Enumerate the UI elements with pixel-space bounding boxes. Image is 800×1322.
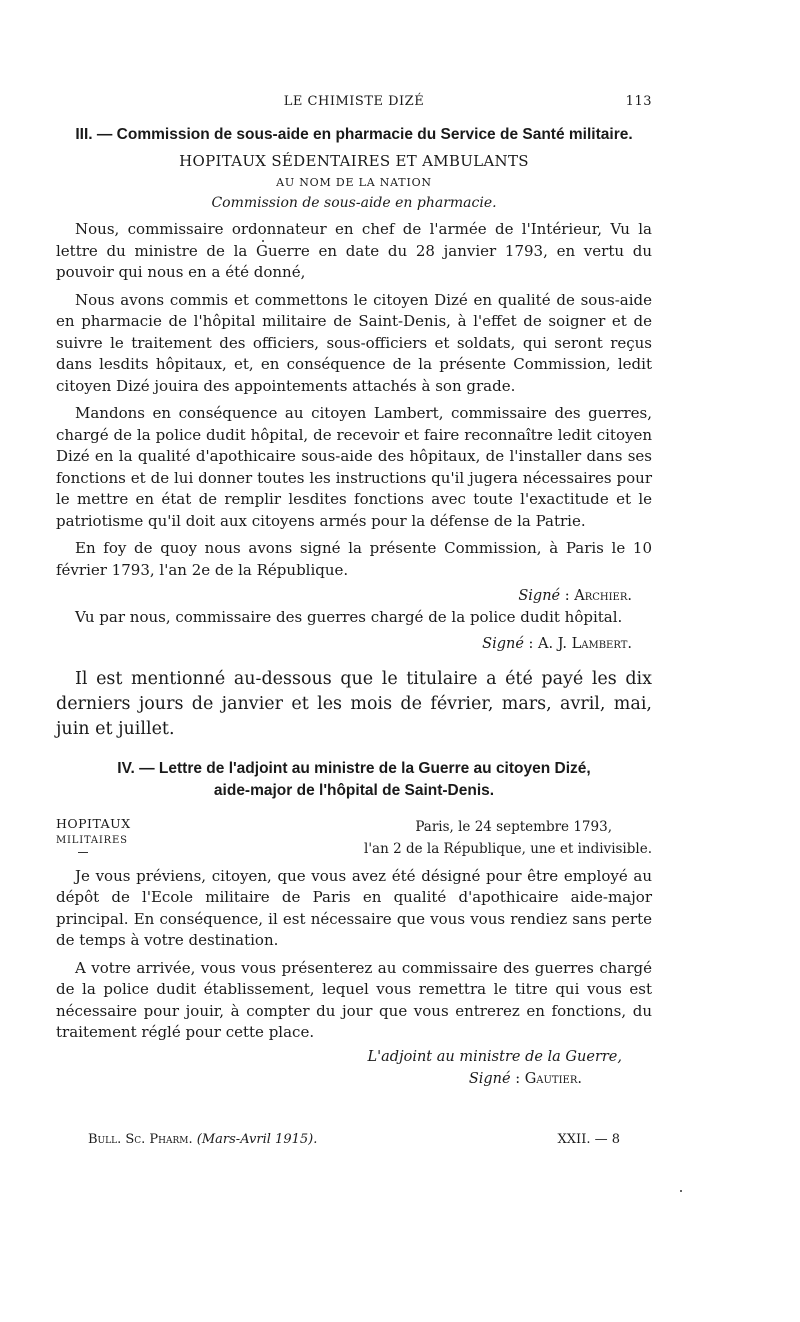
nation-line: AU NOM DE LA NATION [276, 176, 432, 189]
closing-text: L'adjoint au ministre de la Guerre, [367, 1048, 622, 1065]
signature-name: : A. J. Lambert. [528, 635, 632, 652]
journal-name: Bull. Sc. Pharm. [88, 1132, 193, 1147]
section-4-heading-line: aide-major de l'hôpital de Saint-Denis. [213, 781, 495, 799]
paragraph: A votre arrivée, vous vous présenterez au commissaire des guerres chargé de la police dudit établissement, lequel vous remettra le titre qui vous est nécessaire pour jouir, à compter du jour que vous entrerez en fonctions, du traitement réglé pour cette place. [56, 958, 652, 1041]
print-speck [262, 240, 264, 242]
signature-gautier [56, 1068, 582, 1090]
paragraph: En foy de quoy nous avons signé la présente Commission, à Paris le 10 février 1793, l'an 2e de la République. [56, 539, 652, 579]
paragraph: Je vous préviens, citoyen, que vous avez été désigné pour être employé au dépôt de l'Ecole militaire de Paris en qualité d'apothicaire aide-major principal. En conséquence, il est nécessaire que vous vous rendiez sans perte de temps à votre destination. [56, 866, 652, 949]
commission-label: Commission de sous-aide en pharmacie. [211, 195, 497, 211]
issue-date: (Mars-Avril 1915). [196, 1132, 318, 1147]
running-head [56, 86, 652, 116]
paragraph: Nous, commissaire ordonnateur en chef de l'armée de l'Intérieur, Vu la lettre du ministre de la Guerre en date du 28 janvier 1793, en vertu du pouvoir qui nous en a été donné, [56, 220, 652, 281]
letter-closing [56, 1046, 622, 1068]
signature-label: Signé [518, 588, 561, 604]
section-4-heading-line: IV. — Lettre de l'adjoint au ministre de la Guerre au citoyen Dizé, [117, 759, 591, 777]
signature-name: : Archier. [564, 588, 632, 604]
letter-head [56, 816, 652, 860]
date-line: l'an 2 de la République, une et indivisible. [364, 840, 652, 857]
footer-citation [88, 1132, 317, 1147]
letterhead-line: MILITAIRES [56, 834, 128, 846]
signature-label: Signé [482, 635, 524, 652]
section-4-body [56, 866, 652, 1044]
date-line: Paris, le 24 septembre 1793, [415, 818, 612, 835]
signature-name: : Gautier. [515, 1070, 582, 1087]
paragraph: Mandons en conséquence au citoyen Lambert, commissaire des guerres, chargé de la police dudit hôpital, de recevoir et faire reconnaître ledit citoyen Dizé en la qualité d'apothicaire sous-aide des hôpitaux, de l'installer dans ses fonctions et de lui donner toutes les instructions qu'il jugera nécessaires pour le mettre en état de remplir lesdites fonctions avec toute l'exactitude et le patriotisme qu'il doit aux citoyens armés pour la défense de la Patrie. [56, 404, 652, 530]
section-4-heading [56, 758, 652, 802]
signature-label: Signé [468, 1070, 511, 1087]
payment-note: Il est mentionné au-dessous que le titulaire a été payé les dix derniers jours de janvier et les mois de février, mars, avril, mai, juin et juillet. [56, 668, 652, 739]
signature-archier [56, 585, 632, 607]
section-3-heading: III. — Commission de sous-aide en pharmacie du Service de Santé militaire. [75, 126, 633, 143]
section-3-subheading: HOPITAUX SÉDENTAIRES ET AMBULANTS [179, 152, 529, 170]
page-number: 113 [625, 94, 652, 109]
letterhead [56, 816, 176, 860]
page [56, 86, 652, 1090]
letter-date [364, 816, 652, 860]
page-footer [88, 1132, 620, 1147]
section-3-body [56, 219, 652, 581]
running-title: LE CHIMISTE DIZÉ [283, 94, 425, 109]
signature-lambert [56, 633, 632, 655]
paragraph: Nous avons commis et commettons le citoyen Dizé en qualité de sous-aide en pharmacie de l'hôpital militaire de Saint-Denis, à l'effet de soigner et de suivre le traitement des officiers, sous-officiers et soldats, qui seront reçus dans lesdits hôpitaux, et, en conséquence de la présente Commission, ledit citoyen Dizé jouira des appointements attachés à son grade. [56, 290, 652, 395]
volume-number: XXII. — 8 [557, 1132, 620, 1147]
print-speck [680, 1190, 682, 1192]
vu-par-line: Vu par nous, commissaire des guerres chargé de la police dudit hôpital. [75, 608, 623, 626]
divider [78, 852, 88, 853]
letterhead-line: HOPITAUX [56, 815, 131, 831]
